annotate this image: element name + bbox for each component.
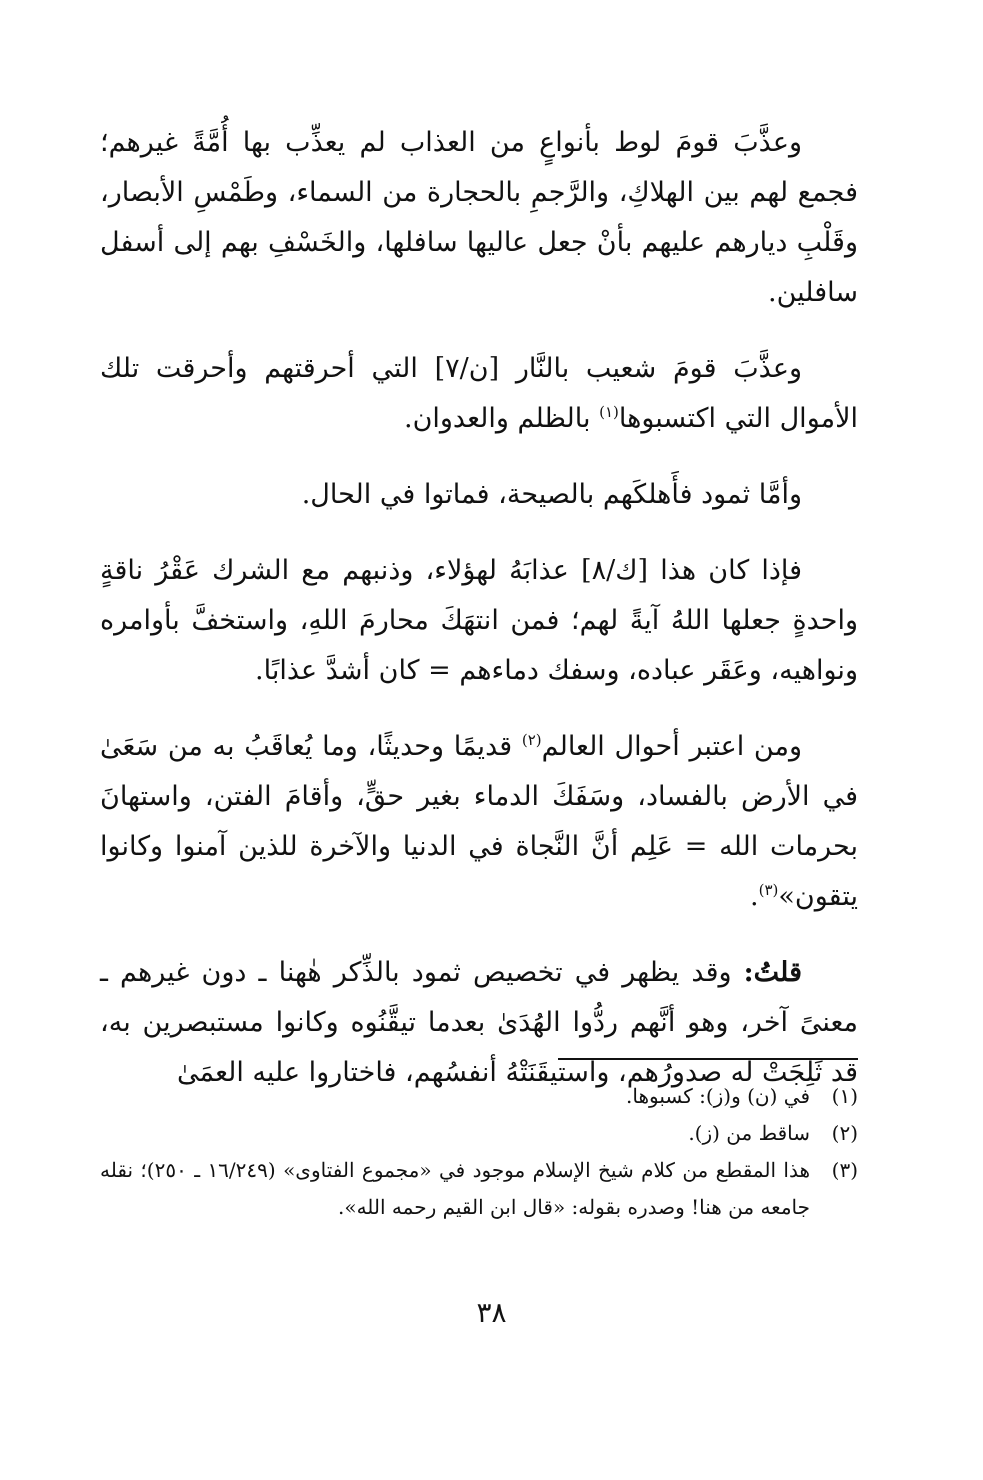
paragraph-qultu (100, 948, 858, 1098)
paragraph-history (100, 722, 858, 922)
footnotes (100, 1078, 858, 1226)
footnote-text: هذا المقطع من كلام شيخ الإسلام موجود في «مجموع الفتاوى» (١٦/٢٤٩ ـ ٢٥٠)؛ نقله جامعه من هنا! وصدره بقوله: «قال ابن القيم رحمه الله». (100, 1158, 811, 1219)
paragraph-text-tail: قديمًا وحديثًا، وما يُعاقَبُ به من سَعَىٰ في الأرض بالفساد، وسَفَكَ الدماء بغير حقٍّ، وأقامَ الفتن، واستهانَ بحرمات الله = عَلِم أنَّ النَّجاة في الدنيا والآخرة للذين آمنوا وكانوا يتقون» (100, 731, 858, 912)
paragraph-text-end: . (750, 881, 759, 912)
paragraph-thamud (100, 470, 858, 520)
paragraph-text: ومن اعتبر أحوال العالم (541, 731, 802, 762)
footnote-text: في (ن) و(ز): كسبوها. (626, 1084, 810, 1108)
footnote-number: (٣) (831, 1158, 858, 1182)
footnote-item (100, 1152, 858, 1226)
paragraph-text: وأمَّا ثمود فأَهلكَهم بالصيحة، فماتوا في الحال. (301, 479, 802, 510)
paragraph-conclusion (100, 546, 858, 696)
paragraph-lot (100, 118, 858, 318)
footnote-divider (558, 1058, 858, 1060)
paragraph-shuayb (100, 344, 858, 444)
footnote-item (100, 1078, 858, 1115)
footnote-marker: (١) (599, 403, 619, 421)
main-text (100, 118, 858, 1124)
footnote-number: (١) (831, 1084, 858, 1108)
paragraph-text: وعذَّبَ قومَ لوط بأنواعٍ من العذاب لم يعذِّب بها أُمَّةً غيرهم؛ فجمع لهم بين الهلاكِ، والرَّجمِ بالحجارة من السماء، وطَمْسِ الأبصار، وقَلْبِ ديارهم عليهم بأنْ جعل عاليها سافلها، والخَسْفِ بهم إلى أسفل سافلين. (100, 127, 858, 308)
page-number: ٣٨ (476, 1296, 507, 1329)
paragraph-text: فإذا كان هذا [ك/٨] عذابَهُ لهؤلاء، وذنبهم مع الشرك عَقْرُ ناقةٍ واحدةٍ جعلها اللهُ آيةً لهم؛ فمن انتهَكَ محارمَ اللهِ، واستخفَّ بأوامره ونواهيه، وعَقَر عباده، وسفك دماءهم = كان أشدَّ عذابًا. (100, 555, 858, 686)
footnote-marker: (٢) (521, 731, 542, 749)
paragraph-text: وقد يظهر في تخصيص ثمود بالذِّكر هٰهنا ـ دون غيرهم ـ معنىً آخر، وهو أنَّهم ردُّوا الهُدَىٰ بعدما تيقَّنُوه وكانوا مستبصرين به، قد ثَلِجَتْ له صدورُهم، واستيقَنَتْهُ أنفسُهم، فاختاروا عليه العمَىٰ (100, 957, 858, 1088)
paragraph-text-tail: بالظلم والعدوان. (403, 403, 600, 434)
footnote-item (100, 1115, 858, 1152)
footnote-text: ساقط من (ز). (688, 1121, 810, 1145)
paragraph-lead: قلتُ: (743, 957, 802, 988)
footnote-marker: (٣) (758, 881, 779, 899)
paragraph-text: وعذَّبَ قومَ شعيب بالنَّار [ن/٧] التي أحرقتهم وأحرقت تلك الأموال التي اكتسبوها (100, 353, 858, 434)
footnote-number: (٢) (831, 1121, 858, 1145)
